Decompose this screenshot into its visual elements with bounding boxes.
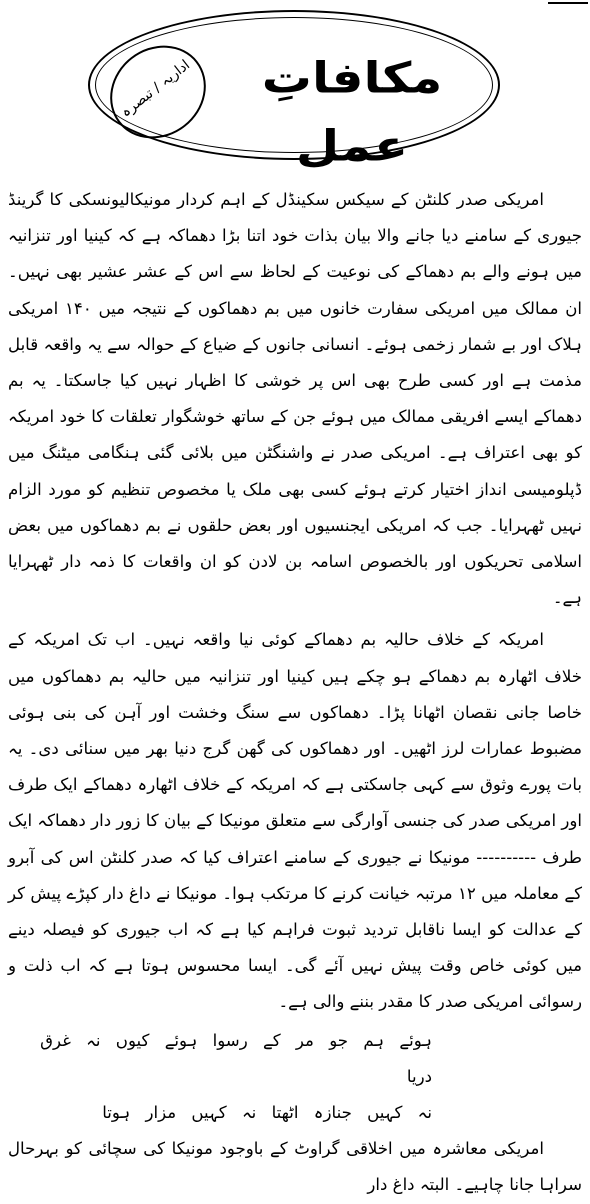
- article-body: [8, 182, 582, 1204]
- article-paragraph-2: امریکہ کے خلاف حالیہ بم دھماکے کوئی نیا واقعہ نہیں۔ اب تک امریکہ کے خلاف اٹھارہ بم دھماکے ہو چکے ہیں کینیا اور تنزانیہ میں حالیہ بم دھماکوں میں خاصا جانی نقصان اٹھانا پڑا۔ دھماکوں سے سنگ وخشت اور آہن کی بنی ہوئی مضبوط عمارات لرز اٹھیں۔ اور دھماکوں کی گھن گرج دنیا بھر میں سنائی دی۔ یہ بات پورے وثوق سے کہی جاسکتی ہے کہ امریکہ کے خلاف اٹھارہ دھماکے ایک طرف اور امریکی صدر کی جنسی آوارگی سے متعلق مونیکا کے بیان کا زور دار دھماکہ ایک طرف ---------- مونیکا نے جیوری کے سامنے اعتراف کیا کہ صدر کلنٹن اس کی آبرو کے معاملہ میں ۱۲ مرتبہ خیانت کرنے کا مرتکب ہوا۔ مونیکا نے داغ دار کپڑے پیش کر کے عدالت کو ایسا ناقابل تردید ثبوت فراہم کیا ہے کہ اب جیوری کو فیصلہ دینے میں کوئی خاص وقت پیش نہیں آئے گی۔ ایسا محسوس ہوتا ہے کہ اب ذلت و رسوائی امریکی صدر کا مقدر بننے والی ہے۔: [8, 630, 582, 1012]
- article-paragraph-3: امریکی معاشرہ میں اخلاقی گراوٹ کے باوجود مونیکا کی سچائی کو بہرحال سراہا جانا چاہیے۔ البتہ داغ دار: [8, 1139, 582, 1195]
- poetry-couplet: [8, 1023, 582, 1132]
- couplet-line-2: نہ کہیں جنازہ اٹھتا نہ کہیں مزار ہوتا: [102, 1103, 432, 1123]
- couplet-line-1: ہوئے ہم جو مر کے رسوا ہوئے کیوں نہ غرق دریا: [40, 1030, 432, 1086]
- page-title: مکافاتِ عمل: [261, 53, 443, 171]
- top-corner-rule: [548, 2, 588, 4]
- article-paragraph-1: امریکی صدر کلنٹن کے سیکس سکینڈل کے اہم کردار مونیکالیونسکی کا گرینڈ جیوری کے سامنے دیا جانے والا بیان بذات خود اتنا بڑا دھماکہ ہے کہ کینیا اور تنزانیہ میں ہونے والے بم دھماکے کی نوعیت کے لحاظ سے اس کے عشر عشیر بھی نہیں۔ ان ممالک میں امریکی سفارت خانوں میں بم دھماکوں کے نتیجہ میں ۱۴۰ امریکی ہلاک اور بے شمار زخمی ہوئے۔ انسانی جانوں کے ضیاع کے حوالہ سے یہ واقعہ قابل مذمت ہے اور کسی طرح بھی اس پر خوشی کا اظہار نہیں کیا جاسکتا۔ یہ بم دھماکے ایسے افریقی ممالک میں ہوئے جن کے ساتھ خوشگوار تعلقات کا خود امریکہ کو بھی اعتراف ہے۔ امریکی صدر نے واشنگٹن میں بلائی گئی ہنگامی میٹنگ میں ڈپلومیسی انداز اختیار کرتے ہوئے کسی بھی ملک یا مخصوص تنظیم کو مورد الزام نہیں ٹھہرایا۔ جب کہ امریکی ایجنسیوں اور بعض حلقوں نے بم دھماکوں میں بعض اسلامی تحریکوں اور بالخصوص اسامہ بن لادن کو ان واقعات کا ذمہ دار ٹھہرایا ہے۔: [8, 190, 582, 608]
- byline-text: اداریہ / تبصرہ: [118, 57, 194, 121]
- header: [0, 0, 590, 175]
